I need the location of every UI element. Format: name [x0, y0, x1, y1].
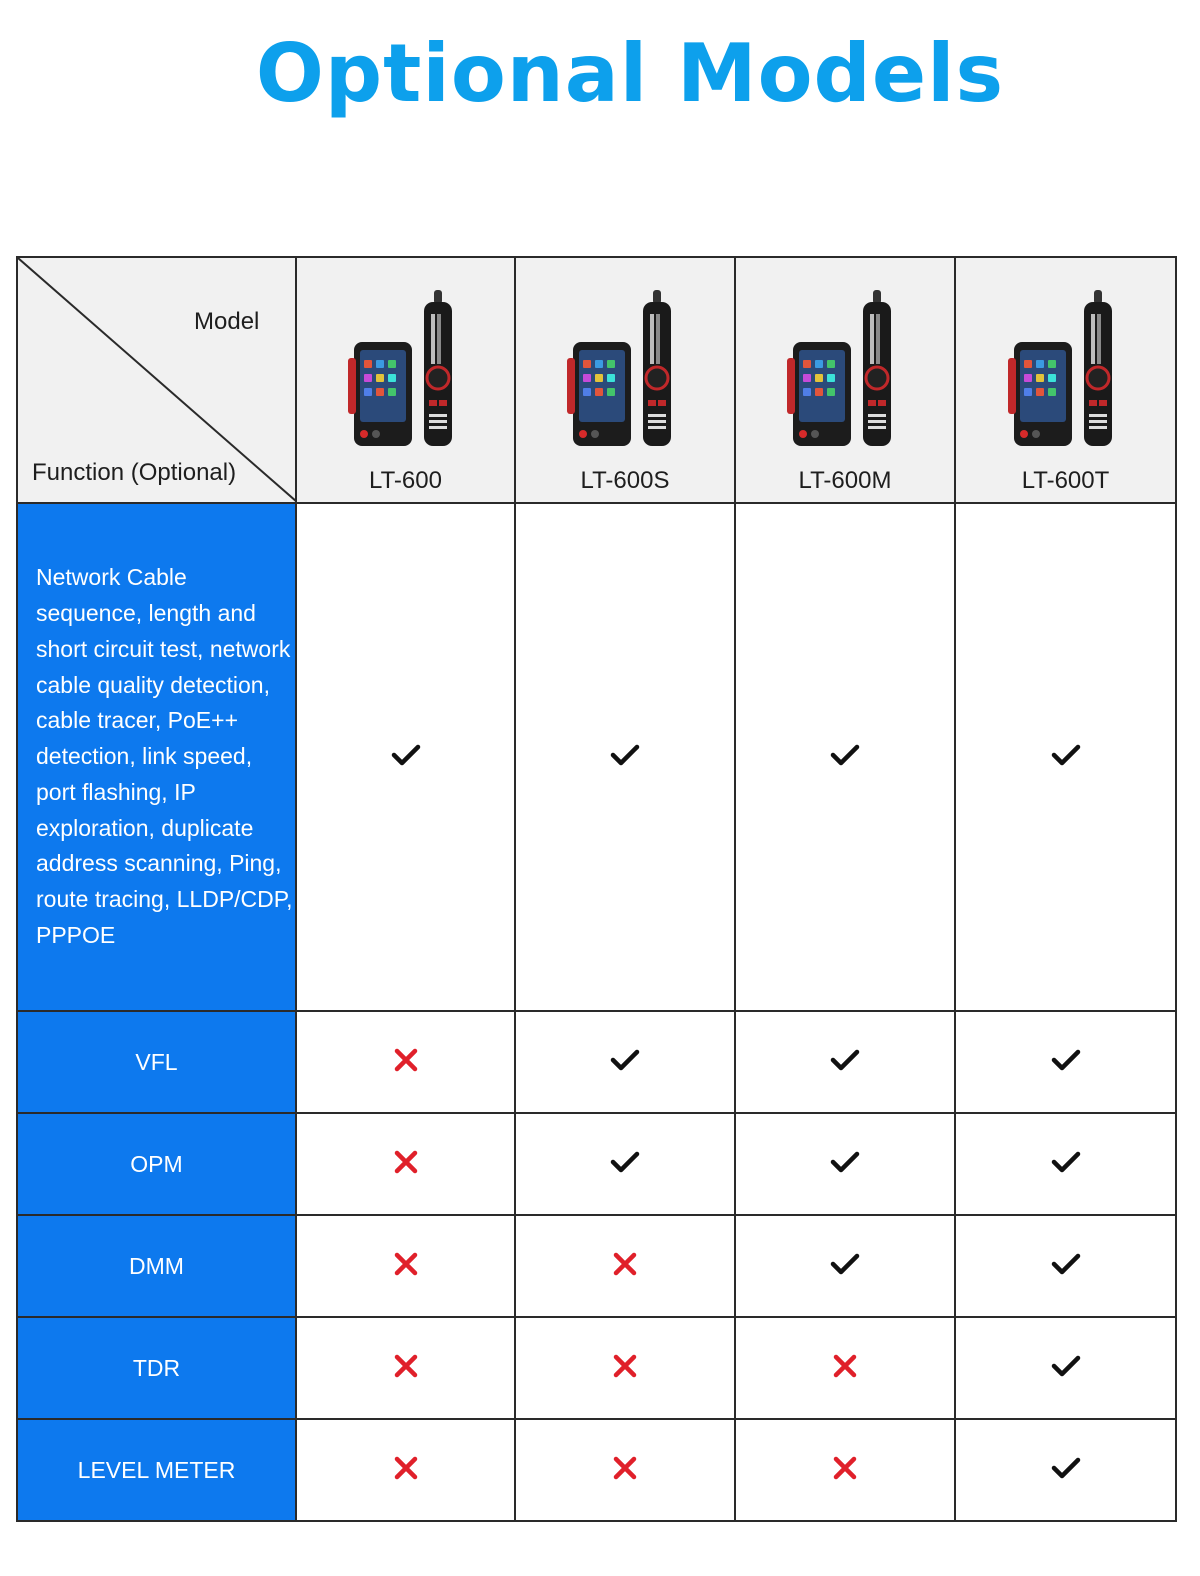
model-name: LT-600M [798, 467, 892, 494]
model-name: LT-600 [369, 467, 442, 494]
table-row [17, 1317, 1176, 1419]
comparison-table [16, 256, 1177, 1522]
function-label: OPM [17, 1113, 296, 1215]
cross-icon [389, 1043, 423, 1077]
check-icon [1049, 738, 1083, 772]
check-icon [1049, 1043, 1083, 1077]
check-icon [828, 1043, 862, 1077]
cross-icon [608, 1247, 642, 1281]
function-axis-label: Function (Optional) [32, 459, 237, 486]
support-cell [515, 1317, 735, 1419]
model-header-lt-600s [515, 257, 735, 503]
support-cell [515, 1113, 735, 1215]
check-icon [1049, 1349, 1083, 1383]
check-icon [1049, 1247, 1083, 1281]
function-label: Network Cable sequence, length and short circuit test, network cable quality detection, cable tracer, PoE++ detection, link speed, port flashing, IP exploration, duplicate address scanning, Ping, route tracing, LLDP/CDP, PPPOE [17, 503, 296, 1011]
model-axis-label: Model [194, 308, 260, 335]
table-row [17, 1215, 1176, 1317]
cross-icon [389, 1451, 423, 1485]
network-tester-device-image [1000, 288, 1132, 448]
support-cell [296, 1215, 515, 1317]
table-row [17, 1113, 1176, 1215]
check-icon [828, 1145, 862, 1179]
support-cell [515, 1011, 735, 1113]
function-label: LEVEL METER [17, 1419, 296, 1521]
check-icon [608, 1145, 642, 1179]
support-cell [955, 503, 1176, 1011]
table-header-row [17, 257, 1176, 503]
function-label: TDR [17, 1317, 296, 1419]
function-label: DMM [17, 1215, 296, 1317]
table-row [17, 503, 1176, 1011]
model-header-lt-600m [735, 257, 955, 503]
check-icon [828, 1247, 862, 1281]
support-cell [515, 1215, 735, 1317]
support-cell [296, 1113, 515, 1215]
support-cell [296, 1419, 515, 1521]
cross-icon [828, 1451, 862, 1485]
support-cell [955, 1317, 1176, 1419]
support-cell [735, 503, 955, 1011]
network-tester-device-image [559, 288, 691, 448]
support-cell [296, 1317, 515, 1419]
model-name: LT-600S [580, 467, 670, 494]
check-icon [389, 738, 423, 772]
support-cell [955, 1419, 1176, 1521]
network-tester-device-image [340, 288, 472, 448]
support-cell [515, 503, 735, 1011]
check-icon [608, 1043, 642, 1077]
support-cell [735, 1113, 955, 1215]
table-row [17, 1011, 1176, 1113]
function-label: VFL [17, 1011, 296, 1113]
support-cell [515, 1419, 735, 1521]
cross-icon [389, 1247, 423, 1281]
support-cell [735, 1011, 955, 1113]
table-row [17, 1419, 1176, 1521]
support-cell [955, 1011, 1176, 1113]
support-cell [955, 1215, 1176, 1317]
check-icon [1049, 1145, 1083, 1179]
check-icon [608, 738, 642, 772]
cross-icon [608, 1451, 642, 1485]
cross-icon [828, 1349, 862, 1383]
check-icon [1049, 1451, 1083, 1485]
check-icon [828, 738, 862, 772]
support-cell [955, 1113, 1176, 1215]
support-cell [296, 1011, 515, 1113]
corner-cell [17, 257, 296, 503]
cross-icon [608, 1349, 642, 1383]
support-cell [735, 1215, 955, 1317]
cross-icon [389, 1349, 423, 1383]
support-cell [296, 503, 515, 1011]
support-cell [735, 1419, 955, 1521]
support-cell [735, 1317, 955, 1419]
model-header-lt-600t [955, 257, 1176, 503]
page-title: Optional Models [255, 27, 1005, 120]
model-header-lt-600 [296, 257, 515, 503]
model-name: LT-600T [1021, 467, 1110, 494]
cross-icon [389, 1145, 423, 1179]
network-tester-device-image [779, 288, 911, 448]
